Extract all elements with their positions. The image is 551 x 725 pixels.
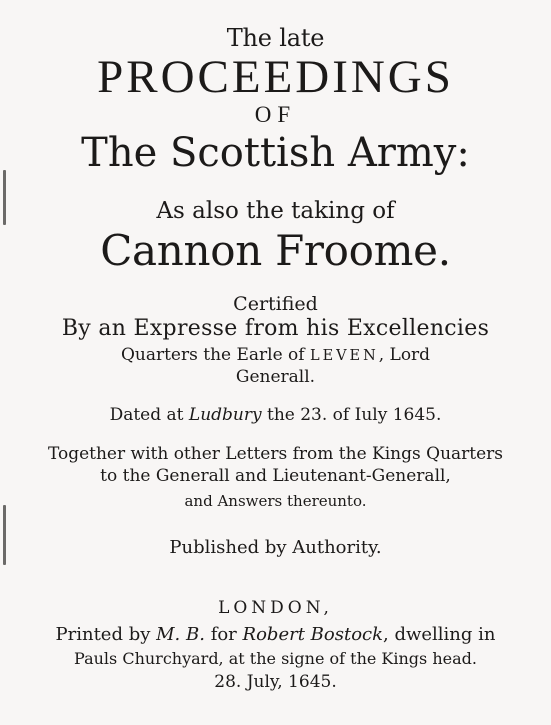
printer-initials: M. B. (156, 624, 205, 645)
dated-post: the 23. of Iuly 1645. (267, 405, 442, 425)
leven-name: LEVEN (309, 348, 379, 364)
imprint-london: LONDON, (218, 598, 333, 618)
title-line-of: OF (254, 102, 297, 127)
imprint-date: 28. July, 1645. (214, 672, 337, 692)
together-line-1: Together with other Letters from the Kings Quarters (47, 444, 504, 464)
ludbury-place: Ludbury (188, 405, 262, 425)
together-line-2: to the Generall and Lieutenant-Generall, (100, 466, 451, 486)
printed-post: , dwelling in (383, 624, 496, 645)
express-line: By an Expresse from his Excellencies (61, 316, 490, 341)
title-line-scottish-army: The Scottish Army: (81, 130, 470, 176)
title-line-the-late: The late (226, 24, 325, 52)
dated-line (0, 405, 551, 425)
published-line: Published by Authority. (169, 537, 382, 558)
printed-pre: Printed by (55, 624, 151, 645)
bookseller-name: Robert Bostock (242, 624, 384, 645)
quarters-line (0, 345, 551, 365)
quarters-pre: Quarters the Earle of (120, 345, 305, 365)
title-line-proceedings: PROCEEDINGS (97, 51, 454, 103)
title-line-cannon-froome: Cannon Froome. (100, 226, 451, 275)
dated-pre: Dated at (109, 405, 184, 425)
printed-mid: for (210, 624, 237, 645)
quarters-post: , Lord (378, 345, 431, 365)
certified-label: Certified (233, 293, 318, 315)
imprint-printer-line (0, 624, 551, 645)
together-line-3: and Answers thereunto. (184, 492, 367, 510)
imprint-address: Pauls Churchyard, at the signe of the Kings head. (74, 649, 477, 668)
title-line-taking-of: As also the taking of (156, 198, 395, 224)
generall-line: Generall. (235, 367, 316, 387)
